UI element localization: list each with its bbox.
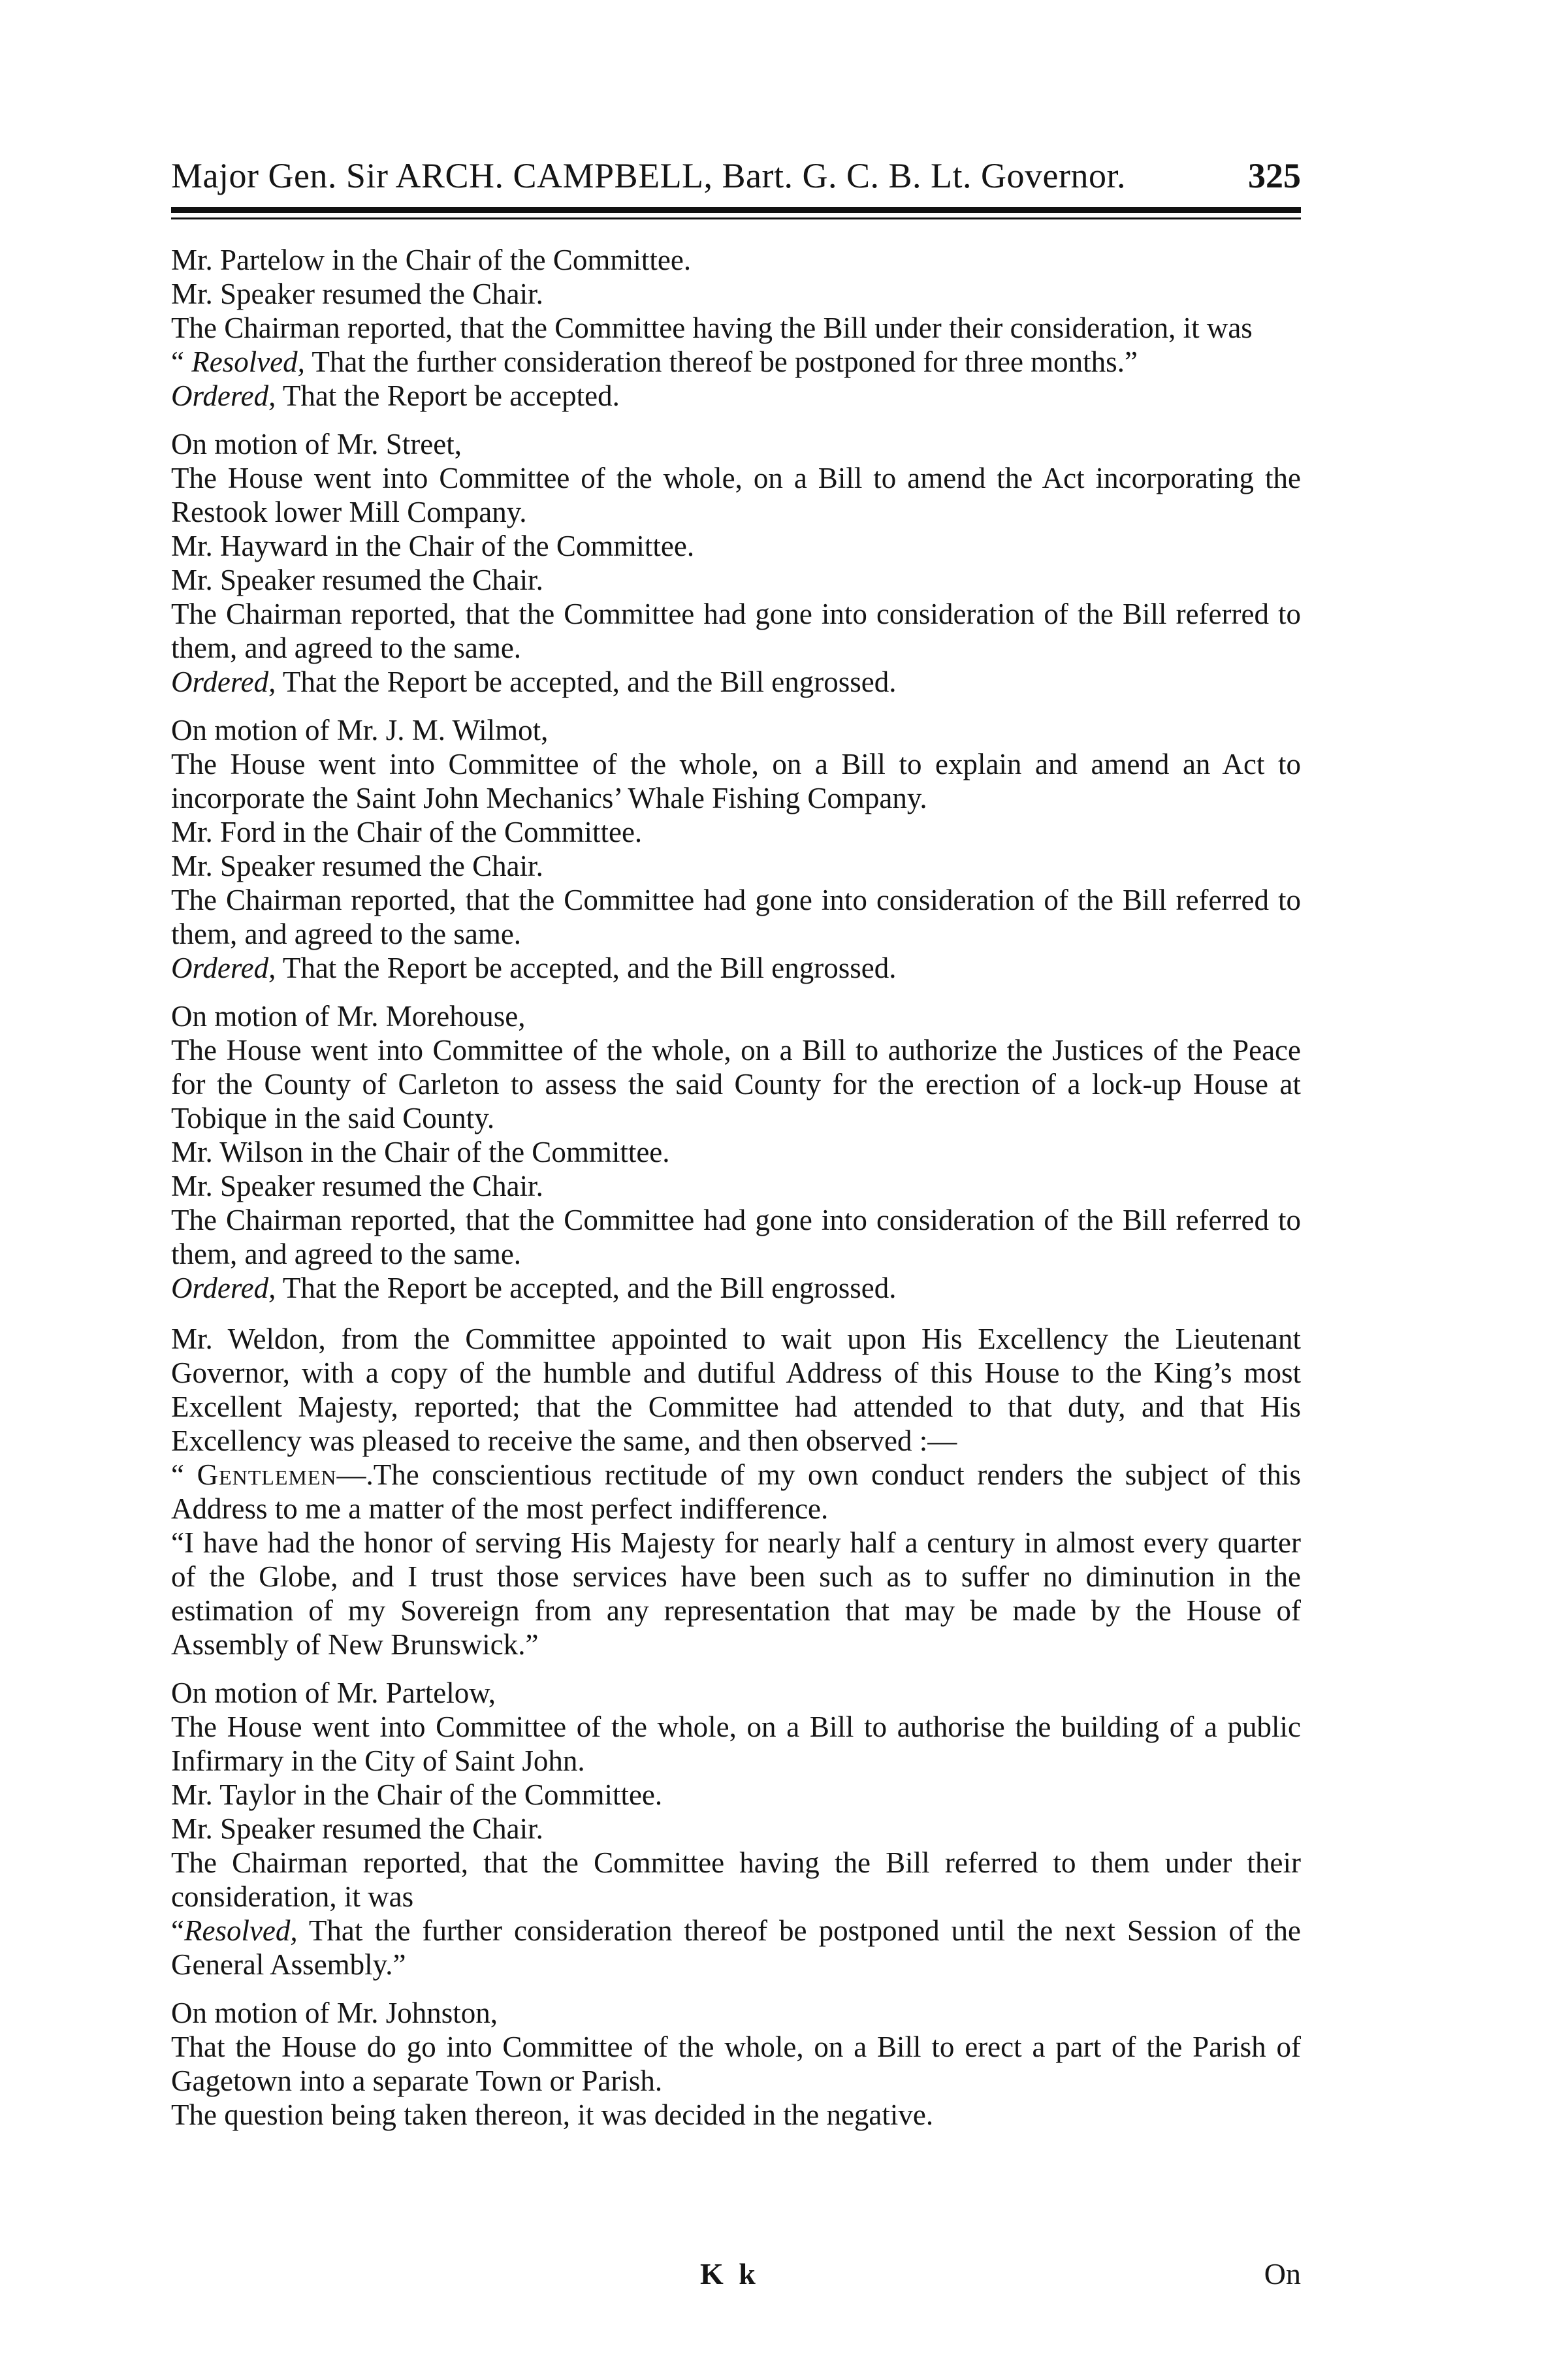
ordered-label: Ordered, (171, 379, 276, 412)
resolved-label: Resolved, (184, 1914, 298, 1947)
quoted-reply: “I have had the honor of serving His Majesty for nearly half a century in almost every quarter of the Globe, and I trust those services have been such as to suffer no diminution in the estimation of my Sovereign from any representation that may be made by the House of Assembly of New Brunswick.” (171, 1526, 1301, 1661)
running-title: Major Gen. Sir ARCH. CAMPBELL, Bart. G. C. B. Lt. Governor. (171, 156, 1126, 195)
open-quote: “ (171, 1914, 184, 1947)
quoted-reply (171, 1458, 1301, 1526)
motion-heading: On motion of Mr. Street, (171, 428, 462, 460)
entry-line: Mr. Hayward in the Chair of the Committee. (171, 530, 695, 562)
resolution-text: That the further consideration thereof be postponed for three months.” (304, 345, 1138, 378)
page-number: 325 (1248, 156, 1301, 195)
entry-line: The Chairman reported, that the Committee having the Bill under their consideration, it was (171, 312, 1253, 344)
entry-line: The House went into Committee of the whole, on a Bill to explain and amend an Act to incorporate the Saint John Mechanics’ Whale Fishing Company. (171, 748, 1301, 814)
resolution-line (171, 345, 1301, 379)
entry-line: The House went into Committee of the whole, on a Bill to authorise the building of a public Infirmary in the City of Saint John. (171, 1711, 1301, 1777)
order-line (171, 1271, 1301, 1305)
entry-line: Mr. Partelow in the Chair of the Committee. (171, 244, 692, 276)
resolution-line (171, 1914, 1301, 1982)
ordered-label: Ordered, (171, 952, 276, 984)
open-quote: “ (171, 1458, 197, 1491)
entry-line: Mr. Speaker resumed the Chair. (171, 1170, 543, 1202)
motion-heading: On motion of Mr. J. M. Wilmot, (171, 714, 549, 747)
ordered-label: Ordered, (171, 666, 276, 698)
entry-line: Mr. Speaker resumed the Chair. (171, 564, 543, 596)
header-rule-thin (171, 217, 1301, 219)
running-head (171, 154, 1301, 197)
entry-line: The Chairman reported, that the Committee had gone into consideration of the Bill referred to them, and agreed to the same. (171, 598, 1301, 664)
motion-heading: On motion of Mr. Partelow, (171, 1677, 496, 1709)
resolution-text: That the further consideration thereof be postponed until the next Session of the General Assembly.” (171, 1914, 1301, 1981)
order-text: That the Report be accepted, and the Bill engrossed. (276, 666, 897, 698)
order-line (171, 379, 1301, 413)
resolved-label: Resolved, (191, 345, 305, 378)
salutation: Gentlemen (197, 1458, 337, 1491)
entry-line: The question being taken thereon, it was decided in the negative. (171, 2098, 934, 2131)
entry-line: Mr. Speaker resumed the Chair. (171, 1812, 543, 1845)
entry-line: The Chairman reported, that the Committee had gone into consideration of the Bill referred to them, and agreed to the same. (171, 884, 1301, 950)
journal-body (171, 243, 1301, 2132)
entry-line: Mr. Wilson in the Chair of the Committee. (171, 1136, 670, 1168)
entry-line: That the House do go into Committee of the whole, on a Bill to erect a part of the Parish of Gagetown into a separate Town or Parish. (171, 2031, 1301, 2097)
motion-heading: On motion of Mr. Morehouse, (171, 1000, 526, 1033)
catchword: On (1264, 2257, 1301, 2290)
entry-line: Mr. Taylor in the Chair of the Committee. (171, 1778, 663, 1811)
order-line (171, 951, 1301, 985)
entry-line: Mr. Ford in the Chair of the Committee. (171, 816, 643, 848)
report-paragraph: Mr. Weldon, from the Committee appointed to wait upon His Excellency the Lieutenant Governor, with a copy of the humble and dutiful Address of this House to the King’s most Excellent Majesty, reported; that the Committee had attended to that duty, and that His Excellency was pleased to receive the same, and then observed :— (171, 1323, 1301, 1457)
order-text: That the Report be accepted, and the Bill engrossed. (276, 952, 897, 984)
ordered-label: Ordered, (171, 1272, 276, 1304)
entry-line: The House went into Committee of the whole, on a Bill to authorize the Justices of the Peace for the County of Carleton to assess the said County for the erection of a lock-up House at Tobique in the said County. (171, 1034, 1301, 1134)
open-quote: “ (171, 345, 192, 378)
entry-line: Mr. Speaker resumed the Chair. (171, 278, 543, 310)
entry-line: The Chairman reported, that the Committee had gone into consideration of the Bill referred to them, and agreed to the same. (171, 1204, 1301, 1270)
entry-line: The Chairman reported, that the Committee having the Bill referred to them under their consideration, it was (171, 1846, 1301, 1913)
motion-heading: On motion of Mr. Johnston, (171, 1997, 498, 2029)
entry-line: Mr. Speaker resumed the Chair. (171, 850, 543, 882)
order-line (171, 665, 1301, 699)
order-text: That the Report be accepted. (276, 379, 620, 412)
entry-line: The House went into Committee of the whole, on a Bill to amend the Act incorporating the Restook lower Mill Company. (171, 462, 1301, 528)
order-text: That the Report be accepted, and the Bill engrossed. (276, 1272, 897, 1304)
header-rule-thick (171, 207, 1301, 213)
signature-mark: K k (700, 2257, 760, 2290)
reply-text: —.The conscientious rectitude of my own conduct renders the subject of this Address to me a matter of the most perfect indifference. (171, 1458, 1301, 1525)
